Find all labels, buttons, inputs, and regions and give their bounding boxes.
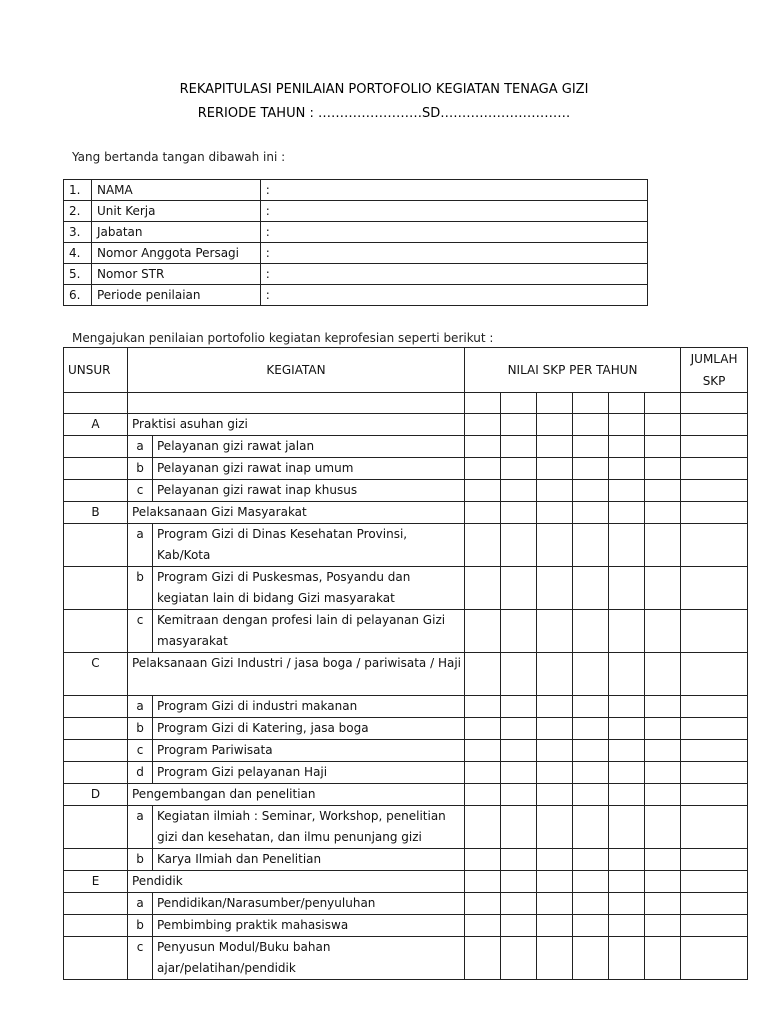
unsur-empty-cell <box>64 436 128 458</box>
skp-value-cell[interactable] <box>465 893 501 915</box>
skp-value-cell[interactable] <box>501 740 537 762</box>
skp-value-cell[interactable] <box>501 871 537 893</box>
skp-value-cell[interactable] <box>573 414 609 436</box>
skp-value-cell[interactable] <box>501 480 537 502</box>
total-skp-cell[interactable] <box>681 784 748 806</box>
intro-text: Yang bertanda tangan dibawah ini : <box>72 150 286 164</box>
skp-value-cell[interactable] <box>573 502 609 524</box>
activity-text: Pembimbing praktik mahasiswa <box>153 915 465 937</box>
skp-value-cell[interactable] <box>573 653 609 696</box>
skp-value-cell[interactable] <box>609 414 645 436</box>
unsur-empty-cell <box>64 458 128 480</box>
unsur-empty-cell <box>64 567 128 610</box>
skp-value-cell[interactable] <box>465 436 501 458</box>
identity-row <box>64 243 648 264</box>
section-title: Praktisi asuhan gizi <box>128 414 465 436</box>
section-title: Pelaksanaan Gizi Industri / jasa boga / pariwisata / Haji <box>128 653 465 696</box>
skp-value-cell[interactable] <box>501 653 537 696</box>
skp-value-cell[interactable] <box>645 502 681 524</box>
skp-value-cell[interactable] <box>537 849 573 871</box>
skp-value-cell[interactable] <box>609 610 645 653</box>
activity-row <box>64 567 748 610</box>
unsur-empty-cell <box>64 524 128 567</box>
section-code: A <box>64 414 128 436</box>
skp-value-cell[interactable] <box>465 871 501 893</box>
skp-value-cell[interactable] <box>501 414 537 436</box>
total-skp-cell[interactable] <box>681 937 748 980</box>
skp-value-cell[interactable] <box>573 696 609 718</box>
skp-value-cell[interactable] <box>609 915 645 937</box>
activity-row <box>64 937 748 980</box>
skp-value-cell[interactable] <box>537 718 573 740</box>
skp-value-cell[interactable] <box>501 458 537 480</box>
total-skp-cell[interactable] <box>681 762 748 784</box>
skp-value-cell[interactable] <box>609 718 645 740</box>
total-skp-cell[interactable] <box>681 740 748 762</box>
header-unsur: UNSUR <box>64 348 128 393</box>
activity-row <box>64 849 748 871</box>
skp-value-cell[interactable] <box>609 806 645 849</box>
skp-value-cell[interactable] <box>573 480 609 502</box>
skp-value-cell[interactable] <box>573 937 609 980</box>
skp-value-cell[interactable] <box>465 784 501 806</box>
activity-row <box>64 915 748 937</box>
header-jumlah <box>681 348 748 393</box>
skp-value-cell[interactable] <box>501 849 537 871</box>
unsur-empty-cell <box>64 849 128 871</box>
activity-letter: c <box>128 610 153 653</box>
header-nilai: NILAI SKP PER TAHUN <box>465 348 681 393</box>
skp-value-cell[interactable] <box>501 893 537 915</box>
activity-letter: a <box>128 436 153 458</box>
skp-value-cell[interactable] <box>501 718 537 740</box>
activity-text: Pelayanan gizi rawat inap umum <box>153 458 465 480</box>
activity-letter: b <box>128 718 153 740</box>
skp-value-cell[interactable] <box>645 893 681 915</box>
skp-value-cell[interactable] <box>465 524 501 567</box>
activity-letter: b <box>128 458 153 480</box>
activity-row <box>64 480 748 502</box>
skp-value-cell[interactable] <box>501 502 537 524</box>
skp-value-cell[interactable] <box>609 871 645 893</box>
activity-letter: c <box>128 740 153 762</box>
skp-value-cell[interactable] <box>645 610 681 653</box>
skp-value-cell[interactable] <box>465 653 501 696</box>
skp-value-cell[interactable] <box>465 762 501 784</box>
identity-no: 3. <box>64 222 92 243</box>
total-skp-cell[interactable] <box>681 480 748 502</box>
skp-value-cell[interactable] <box>645 740 681 762</box>
activity-row <box>64 806 748 849</box>
skp-value-cell[interactable] <box>645 567 681 610</box>
skp-value-cell[interactable] <box>609 502 645 524</box>
skp-value-cell[interactable] <box>537 937 573 980</box>
skp-value-cell[interactable] <box>537 524 573 567</box>
skp-value-cell[interactable] <box>645 849 681 871</box>
header-kegiatan: KEGIATAN <box>128 348 465 393</box>
activity-text: Program Gizi di Dinas Kesehatan Provinsi, Kab/Kota <box>153 524 465 567</box>
activity-text: Pendidikan/Narasumber/penyuluhan <box>153 893 465 915</box>
skp-value-cell[interactable] <box>537 458 573 480</box>
activity-letter: c <box>128 937 153 980</box>
unsur-empty-cell <box>64 718 128 740</box>
period-line: RERIODE TAHUN : ……………………SD………………………… <box>197 106 571 121</box>
section-row <box>64 502 748 524</box>
section-title: Pelaksanaan Gizi Masyarakat <box>128 502 465 524</box>
skp-value-cell[interactable] <box>465 849 501 871</box>
skp-value-cell[interactable] <box>609 937 645 980</box>
skp-value-cell[interactable] <box>465 806 501 849</box>
activity-text: Program Gizi di industri makanan <box>153 696 465 718</box>
skp-value-cell[interactable] <box>465 937 501 980</box>
skp-value-cell[interactable] <box>573 567 609 610</box>
skp-value-cell[interactable] <box>501 696 537 718</box>
section-row <box>64 414 748 436</box>
identity-row <box>64 285 648 306</box>
skp-value-cell[interactable] <box>501 762 537 784</box>
skp-value-cell[interactable] <box>465 414 501 436</box>
skp-value-cell[interactable] <box>573 610 609 653</box>
total-skp-cell[interactable] <box>681 567 748 610</box>
skp-value-cell[interactable] <box>645 436 681 458</box>
header-jumlah-line1: JUMLAH <box>690 352 738 366</box>
total-skp-cell[interactable] <box>681 458 748 480</box>
activity-text: Karya Ilmiah dan Penelitian <box>153 849 465 871</box>
activity-text: Kemitraan dengan profesi lain di pelayanan Gizi masyarakat <box>153 610 465 653</box>
total-skp-cell[interactable] <box>681 871 748 893</box>
skp-value-cell[interactable] <box>501 524 537 567</box>
skp-value-cell[interactable] <box>537 480 573 502</box>
skp-value-cell[interactable] <box>465 696 501 718</box>
activity-letter: a <box>128 696 153 718</box>
skp-value-cell[interactable] <box>609 849 645 871</box>
skp-value-cell[interactable] <box>465 718 501 740</box>
identity-label: Nomor Anggota Persagi <box>91 243 260 264</box>
skp-value-cell[interactable] <box>501 806 537 849</box>
skp-value-cell[interactable] <box>537 610 573 653</box>
skp-value-cell[interactable] <box>537 653 573 696</box>
section-title: Pendidik <box>128 871 465 893</box>
skp-value-cell[interactable] <box>537 502 573 524</box>
activity-letter: a <box>128 893 153 915</box>
skp-value-cell[interactable] <box>609 567 645 610</box>
skp-value-cell[interactable] <box>501 610 537 653</box>
skp-value-cell[interactable] <box>537 871 573 893</box>
identity-value[interactable]: : <box>260 285 647 306</box>
total-skp-cell[interactable] <box>681 524 748 567</box>
identity-row <box>64 264 648 285</box>
activity-text: Program Gizi di Katering, jasa boga <box>153 718 465 740</box>
activity-text: Pelayanan gizi rawat jalan <box>153 436 465 458</box>
skp-value-cell[interactable] <box>501 937 537 980</box>
skp-value-cell[interactable] <box>609 653 645 696</box>
skp-value-cell[interactable] <box>537 436 573 458</box>
skp-value-cell[interactable] <box>465 915 501 937</box>
skp-value-cell[interactable] <box>501 436 537 458</box>
skp-value-cell[interactable] <box>537 915 573 937</box>
skp-value-cell[interactable] <box>645 414 681 436</box>
identity-value[interactable]: : <box>260 264 647 285</box>
header-jumlah-line2: SKP <box>702 374 726 388</box>
unsur-empty-cell <box>64 937 128 980</box>
skp-value-cell[interactable] <box>645 718 681 740</box>
activity-letter: a <box>128 806 153 849</box>
skp-value-cell[interactable] <box>645 653 681 696</box>
skp-value-cell[interactable] <box>645 458 681 480</box>
blank-row <box>64 393 748 414</box>
activity-text: Program Gizi di Puskesmas, Posyandu dan kegiatan lain di bidang Gizi masyarakat <box>153 567 465 610</box>
section-code: D <box>64 784 128 806</box>
activity-text: Program Pariwisata <box>153 740 465 762</box>
identity-label: Periode penilaian <box>91 285 260 306</box>
section-code: B <box>64 502 128 524</box>
total-skp-cell[interactable] <box>681 915 748 937</box>
skp-value-cell[interactable] <box>645 696 681 718</box>
skp-value-cell[interactable] <box>573 871 609 893</box>
identity-row <box>64 180 648 201</box>
skp-value-cell[interactable] <box>573 762 609 784</box>
skp-value-cell[interactable] <box>645 871 681 893</box>
skp-value-cell[interactable] <box>609 893 645 915</box>
skp-value-cell[interactable] <box>465 567 501 610</box>
total-skp-cell[interactable] <box>681 806 748 849</box>
total-skp-cell[interactable] <box>681 610 748 653</box>
skp-value-cell[interactable] <box>573 849 609 871</box>
skp-value-cell[interactable] <box>573 524 609 567</box>
activity-text: Penyusun Modul/Buku bahan ajar/pelatihan/pendidik <box>153 937 465 980</box>
activity-letter: d <box>128 762 153 784</box>
unsur-empty-cell <box>64 806 128 849</box>
activity-row <box>64 458 748 480</box>
intro-text-2: Mengajukan penilaian portofolio kegiatan keprofesian seperti berikut : <box>72 331 494 345</box>
skp-value-cell[interactable] <box>537 784 573 806</box>
activity-letter: a <box>128 524 153 567</box>
skp-value-cell[interactable] <box>645 915 681 937</box>
total-skp-cell[interactable] <box>681 893 748 915</box>
skp-value-cell[interactable] <box>537 806 573 849</box>
unsur-empty-cell <box>64 740 128 762</box>
skp-value-cell[interactable] <box>609 458 645 480</box>
skp-value-cell[interactable] <box>573 436 609 458</box>
activity-row <box>64 740 748 762</box>
total-skp-cell[interactable] <box>681 436 748 458</box>
unsur-empty-cell <box>64 893 128 915</box>
total-skp-cell[interactable] <box>681 502 748 524</box>
document-title: REKAPITULASI PENILAIAN PORTOFOLIO KEGIATAN TENAGA GIZI <box>179 82 589 97</box>
activity-text: Program Gizi pelayanan Haji <box>153 762 465 784</box>
activity-letter: b <box>128 849 153 871</box>
skp-value-cell[interactable] <box>573 784 609 806</box>
skp-value-cell[interactable] <box>645 784 681 806</box>
skp-value-cell[interactable] <box>645 937 681 980</box>
skp-value-cell[interactable] <box>465 610 501 653</box>
activity-text: Pelayanan gizi rawat inap khusus <box>153 480 465 502</box>
identity-row <box>64 201 648 222</box>
skp-value-cell[interactable] <box>537 414 573 436</box>
skp-value-cell[interactable] <box>465 480 501 502</box>
unsur-empty-cell <box>64 610 128 653</box>
identity-table <box>63 179 648 306</box>
identity-value[interactable]: : <box>260 201 647 222</box>
identity-label: Nomor STR <box>91 264 260 285</box>
activity-letter: b <box>128 915 153 937</box>
skp-value-cell[interactable] <box>645 806 681 849</box>
identity-row <box>64 222 648 243</box>
skp-value-cell[interactable] <box>573 740 609 762</box>
identity-no: 1. <box>64 180 92 201</box>
unsur-empty-cell <box>64 915 128 937</box>
identity-label: Jabatan <box>91 222 260 243</box>
skp-value-cell[interactable] <box>645 762 681 784</box>
identity-no: 6. <box>64 285 92 306</box>
skp-value-cell[interactable] <box>645 480 681 502</box>
skp-value-cell[interactable] <box>501 915 537 937</box>
total-skp-cell[interactable] <box>681 718 748 740</box>
total-skp-cell[interactable] <box>681 653 748 696</box>
skp-value-cell[interactable] <box>465 458 501 480</box>
activity-row <box>64 610 748 653</box>
skp-value-cell[interactable] <box>537 893 573 915</box>
section-row <box>64 653 748 696</box>
skp-value-cell[interactable] <box>609 524 645 567</box>
skp-value-cell[interactable] <box>609 436 645 458</box>
skp-value-cell[interactable] <box>609 740 645 762</box>
section-code: E <box>64 871 128 893</box>
activity-letter: c <box>128 480 153 502</box>
skp-value-cell[interactable] <box>573 915 609 937</box>
identity-no: 5. <box>64 264 92 285</box>
skp-value-cell[interactable] <box>465 502 501 524</box>
activity-row <box>64 696 748 718</box>
identity-label: NAMA <box>91 180 260 201</box>
unsur-empty-cell <box>64 762 128 784</box>
section-row <box>64 871 748 893</box>
unsur-empty-cell <box>64 480 128 502</box>
skp-value-cell[interactable] <box>573 893 609 915</box>
skp-value-cell[interactable] <box>573 806 609 849</box>
unsur-empty-cell <box>64 696 128 718</box>
activity-row <box>64 893 748 915</box>
activity-row <box>64 762 748 784</box>
section-code: C <box>64 653 128 696</box>
activity-row <box>64 524 748 567</box>
skp-value-cell[interactable] <box>609 696 645 718</box>
header-row <box>64 348 748 393</box>
section-title: Pengembangan dan penelitian <box>128 784 465 806</box>
total-skp-cell[interactable] <box>681 696 748 718</box>
identity-no: 4. <box>64 243 92 264</box>
skp-value-cell[interactable] <box>501 784 537 806</box>
total-skp-cell[interactable] <box>681 414 748 436</box>
activity-text: Kegiatan ilmiah : Seminar, Workshop, penelitian gizi dan kesehatan, dan ilmu penunjang gizi <box>153 806 465 849</box>
identity-value[interactable]: : <box>260 180 647 201</box>
activity-row <box>64 718 748 740</box>
skp-value-cell[interactable] <box>573 718 609 740</box>
skp-value-cell[interactable] <box>609 784 645 806</box>
identity-no: 2. <box>64 201 92 222</box>
skp-value-cell[interactable] <box>537 762 573 784</box>
skp-value-cell[interactable] <box>573 458 609 480</box>
skp-value-cell[interactable] <box>537 567 573 610</box>
identity-value[interactable]: : <box>260 243 647 264</box>
skp-value-cell[interactable] <box>609 480 645 502</box>
section-row <box>64 784 748 806</box>
portfolio-table <box>63 347 748 980</box>
skp-value-cell[interactable] <box>537 696 573 718</box>
skp-value-cell[interactable] <box>537 740 573 762</box>
total-skp-cell[interactable] <box>681 849 748 871</box>
skp-value-cell[interactable] <box>645 524 681 567</box>
skp-value-cell[interactable] <box>501 567 537 610</box>
activity-letter: b <box>128 567 153 610</box>
identity-value[interactable]: : <box>260 222 647 243</box>
skp-value-cell[interactable] <box>465 740 501 762</box>
identity-label: Unit Kerja <box>91 201 260 222</box>
skp-value-cell[interactable] <box>609 762 645 784</box>
activity-row <box>64 436 748 458</box>
